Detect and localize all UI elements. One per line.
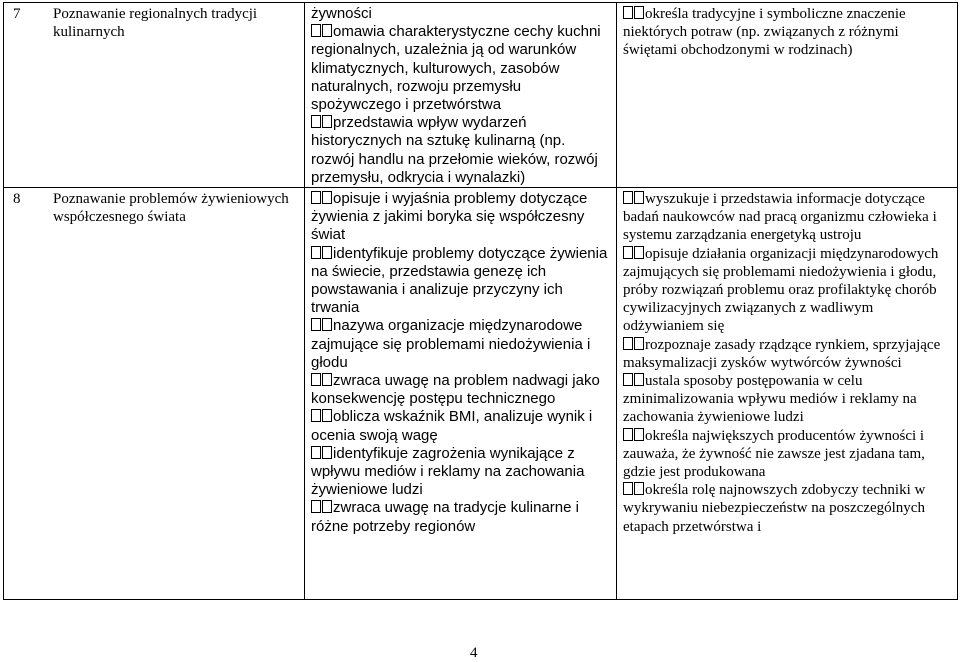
bullet-box-icon: [634, 373, 644, 386]
bullet-box-icon: [311, 373, 321, 386]
extended-requirements-cell: [617, 188, 958, 600]
bullet-box-icon: [623, 191, 633, 204]
bullet-box-icon: [311, 246, 321, 259]
topic-label: Poznawanie regionalnych tradycji kulinarnych: [53, 6, 258, 41]
bullet-box-icon: [322, 409, 332, 422]
bullet-box-icon: [634, 6, 644, 19]
list-item: określa największych producentów żywności i zauważa, że żywność nie zawsze jest zjadana tam, gdzie jest produkowana: [623, 427, 925, 481]
list-item: określa tradycyjne i symboliczne znaczenie niektórych potraw (np. związanych z różnymi świętami obchodzonymi w rodzinach): [623, 6, 906, 59]
bullet-box-icon: [311, 409, 321, 422]
bullet-box-icon: [322, 191, 332, 204]
bullet-box-icon: [634, 482, 644, 495]
list-item: wyszukuje i przedstawia informacje dotyczące badań naukowców nad pracą organizmu człowieka i systemu zarządzania energetyką ustroju: [623, 191, 937, 244]
list-item: identyfikuje zagrożenia wynikające z wpływu mediów i reklamy na zachowania żywieniowe ludzi: [311, 444, 585, 499]
list-item: oblicza wskaźnik BMI, analizuje wynik i ocenia swoją wagę: [311, 408, 593, 444]
list-item: ustala sposoby postępowania w celu zminimalizowania wpływu mediów i reklamy na zachowania żywieniowe ludzi: [623, 373, 917, 426]
bullet-box-icon: [311, 318, 321, 331]
row-number: 7: [13, 6, 21, 22]
list-item: opisuje działania organizacji międzynarodowych zajmujących się problemami niedożywienia i głodu, próby rozwiązań problemu oraz profilaktykę chorób cywilizacyjnych związanych z wadliwym odżywianiem się: [623, 245, 939, 335]
bullet-box-icon: [322, 373, 332, 386]
bullet-box-icon: [623, 337, 633, 350]
list-item: identyfikuje problemy dotyczące żywienia na świecie, przedstawia genezę ich powstawania i analizuje przyczyny ich trwania: [311, 244, 608, 317]
bullet-box-icon: [623, 482, 633, 495]
bullet-box-icon: [322, 115, 332, 128]
curriculum-table: [3, 2, 958, 600]
bullet-box-icon: [634, 191, 644, 204]
topic-cell: [4, 3, 305, 188]
bullet-box-icon: [634, 246, 644, 259]
bullet-box-icon: [322, 500, 332, 513]
bullet-box-icon: [634, 337, 644, 350]
list-item: przedstawia wpływ wydarzeń historycznych na sztukę kulinarną (np. rozwój handlu na przełomie wieków, rozwój przemysłu, odkrycia i wynalazki): [311, 114, 598, 186]
bullet-box-icon: [322, 246, 332, 259]
bullet-box-icon: [623, 246, 633, 259]
extended-requirements-cell: [617, 3, 958, 188]
basic-requirements-cell: [305, 188, 617, 600]
list-item: określa rolę najnowszych zdobyczy techniki w wykrywaniu niebezpieczeństw na poszczególnych etapach przetwórstwa i: [623, 482, 926, 535]
list-item: zwraca uwagę na tradycje kulinarne i różne potrzeby regionów: [311, 499, 579, 535]
row-number: 8: [13, 191, 21, 208]
list-item: omawia charakterystyczne cechy kuchni regionalnych, uzależnia ją od warunków klimatycznych, kulturowych, zasobów naturalnych, rozwoju przemysłu spożywczego i przetwórstwa: [311, 23, 601, 114]
page-number: 4: [470, 645, 478, 661]
bullet-box-icon: [311, 24, 321, 37]
bullet-box-icon: [322, 446, 332, 459]
basic-requirements-cell: [305, 3, 617, 188]
bullet-box-icon: [634, 428, 644, 441]
topic-label: Poznawanie problemów żywieniowych współczesnego świata: [53, 191, 289, 226]
table-row: [4, 3, 958, 188]
bullet-box-icon: [322, 24, 332, 37]
list-item: zwraca uwagę na problem nadwagi jako konsekwencję postępu technicznego: [311, 372, 600, 408]
bullet-box-icon: [311, 115, 321, 128]
list-item: rozpoznaje zasady rządzące rynkiem, sprzyjające maksymalizacji zysków wytwórców żywności: [623, 336, 941, 371]
list-item: nazywa organizacje międzynarodowe zajmujące się problemami niedożywienia i głodu: [311, 317, 591, 371]
bullet-box-icon: [623, 6, 633, 19]
bullet-box-icon: [311, 191, 321, 204]
bullet-box-icon: [311, 446, 321, 459]
list-item: opisuje i wyjaśnia problemy dotyczące żywienia z jakimi boryka się współczesny świat: [311, 190, 588, 244]
bullet-box-icon: [311, 500, 321, 513]
continued-text: żywności: [311, 5, 372, 22]
table-row: [4, 188, 958, 600]
bullet-box-icon: [623, 428, 633, 441]
topic-cell: [4, 188, 305, 600]
bullet-box-icon: [623, 373, 633, 386]
bullet-box-icon: [322, 318, 332, 331]
